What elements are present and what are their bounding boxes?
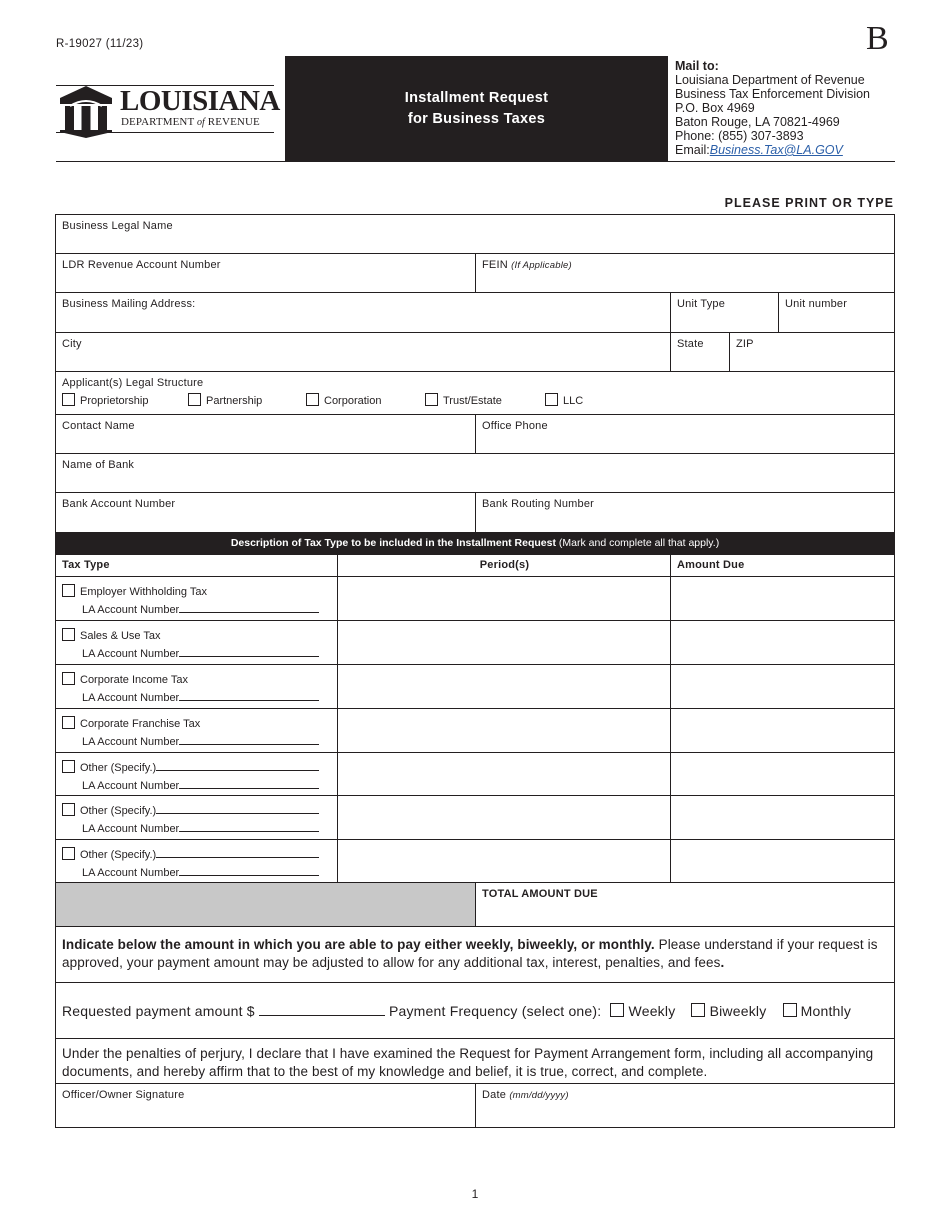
amount-due-cell[interactable] [670, 796, 895, 839]
tax-section-heading: Description of Tax Type to be included in the Installment Request (Mark and complete all that apply.) [56, 533, 894, 555]
row-city [56, 333, 894, 372]
periods-cell[interactable] [337, 709, 671, 752]
checkbox[interactable] [425, 393, 438, 406]
option-llc[interactable]: LLC [545, 393, 583, 407]
email-link[interactable]: Business.Tax@LA.GOV [709, 143, 843, 157]
periods-cell[interactable] [337, 796, 671, 839]
form-number: R-19027 (11/23) [56, 38, 144, 50]
form-header [56, 56, 895, 162]
checkbox[interactable] [62, 393, 75, 406]
bank-name-field[interactable]: Name of Bank [62, 459, 135, 471]
unit-number-field[interactable]: Unit number [778, 293, 895, 332]
installment-form [55, 214, 895, 1128]
checkbox[interactable] [610, 1003, 624, 1017]
print-notice: PLEASE PRINT OR TYPE [724, 196, 894, 210]
signature-field[interactable]: Officer/Owner Signature [62, 1089, 185, 1101]
mailing-address-field[interactable]: Business Mailing Address: [62, 298, 196, 310]
checkbox[interactable] [62, 760, 75, 773]
tax-row: Other (Specify.) LA Account Number [56, 796, 894, 840]
row-contact [56, 415, 894, 454]
tax-row: Corporate Franchise Tax LA Account Number [56, 709, 894, 753]
specify-line[interactable] [156, 847, 319, 858]
unit-type-field[interactable]: Unit Type [670, 293, 778, 332]
account-line[interactable] [179, 821, 319, 832]
checkbox[interactable] [545, 393, 558, 406]
pelican-seal-icon [56, 78, 116, 138]
periods-cell[interactable] [337, 621, 671, 664]
checkbox[interactable] [62, 628, 75, 641]
fein-field[interactable]: FEIN (If Applicable) [475, 254, 895, 292]
shaded-cell [56, 883, 476, 926]
date-field[interactable]: Date (mm/dd/yyyy) [475, 1084, 895, 1127]
tax-row: Other (Specify.) LA Account Number [56, 753, 894, 796]
legal-name-field[interactable]: Business Legal Name [62, 220, 173, 232]
tax-row: Corporate Income Tax LA Account Number [56, 665, 894, 709]
routing-number-field[interactable]: Bank Routing Number [475, 493, 895, 532]
account-line[interactable] [179, 646, 319, 657]
checkbox[interactable] [306, 393, 319, 406]
account-number-field[interactable]: LDR Revenue Account Number [62, 259, 221, 271]
logo-wordmark: LOUISIANA [120, 85, 280, 117]
option-weekly[interactable]: Weekly [610, 1003, 675, 1019]
option-trust-estate[interactable]: Trust/Estate [425, 393, 502, 407]
periods-cell[interactable] [337, 753, 671, 795]
form-title [285, 56, 668, 162]
row-signature [56, 1084, 894, 1128]
specify-line[interactable] [156, 760, 319, 771]
row-legal-structure [56, 372, 894, 415]
option-corporation[interactable]: Corporation [306, 393, 381, 407]
title-line-2: for Business Taxes [407, 111, 546, 127]
option-proprietorship[interactable]: Proprietorship [62, 393, 148, 407]
payment-notice: Indicate below the amount in which you are able to pay either weekly, biweekly, or monthly. Please understand if your request is approved, your payment amount may be adjusted to allow for any additional tax, interest, penalties, and fees. [56, 927, 894, 983]
checkbox[interactable] [691, 1003, 705, 1017]
checkbox[interactable] [783, 1003, 797, 1017]
office-phone-field[interactable]: Office Phone [475, 415, 895, 453]
row-account [56, 254, 894, 293]
page-number: 1 [471, 1187, 479, 1201]
total-amount-field[interactable]: TOTAL AMOUNT DUE [475, 883, 895, 926]
account-line[interactable] [179, 865, 319, 876]
row-legal-name [56, 215, 894, 254]
account-line[interactable] [179, 690, 319, 701]
bank-account-field[interactable]: Bank Account Number [62, 498, 176, 510]
payment-row: Requested payment amount $ Payment Frequency (select one): Weekly Biweekly Monthly [56, 983, 894, 1039]
state-field[interactable]: State [670, 333, 729, 371]
amount-due-cell[interactable] [670, 709, 895, 752]
amount-due-cell[interactable] [670, 577, 895, 620]
periods-cell[interactable] [337, 577, 671, 620]
row-bank-name [56, 454, 894, 493]
option-monthly[interactable]: Monthly [783, 1003, 852, 1019]
periods-cell[interactable] [337, 840, 671, 882]
tax-row: Employer Withholding Tax LA Account Number [56, 577, 894, 621]
checkbox[interactable] [62, 716, 75, 729]
mailing-info: Mail to: Louisiana Department of Revenue Business Tax Enforcement Division P.O. Box 4969 Baton Rouge, LA 70821-4969 Phone: (855) 307-3893 Email:Business.Tax@LA.GOV [675, 59, 870, 157]
amount-due-cell[interactable] [670, 665, 895, 708]
specify-line[interactable] [156, 803, 319, 814]
row-address [56, 293, 894, 333]
zip-field[interactable]: ZIP [729, 333, 895, 371]
amount-due-cell[interactable] [670, 753, 895, 795]
logo-subtitle: DEPARTMENT of REVENUE [121, 116, 260, 128]
checkbox[interactable] [188, 393, 201, 406]
account-line[interactable] [179, 734, 319, 745]
tax-row: Other (Specify.) LA Account Number [56, 840, 894, 883]
declaration: Under the penalties of perjury, I declare that I have examined the Request for Payment Arrangement form, including all accompanying documents, and hereby affirm that to the best of my knowledge and belief, it is true, correct, and complete. [56, 1039, 894, 1084]
checkbox[interactable] [62, 847, 75, 860]
amount-due-cell[interactable] [670, 840, 895, 882]
tax-table-header: Tax Type Period(s) Amount Due [56, 555, 894, 577]
checkbox[interactable] [62, 584, 75, 597]
ldr-logo [56, 56, 284, 162]
checkbox[interactable] [62, 672, 75, 685]
title-line-1: Installment Request [404, 90, 549, 106]
account-line[interactable] [179, 778, 319, 789]
tax-row: Sales & Use Tax LA Account Number [56, 621, 894, 665]
row-bank-account [56, 493, 894, 533]
account-line[interactable] [179, 602, 319, 613]
contact-name-field[interactable]: Contact Name [62, 420, 135, 432]
periods-cell[interactable] [337, 665, 671, 708]
corner-letter: B [866, 20, 889, 57]
amount-due-cell[interactable] [670, 621, 895, 664]
option-biweekly[interactable]: Biweekly [691, 1003, 766, 1019]
legal-structure-label: Applicant(s) Legal Structure [62, 377, 204, 389]
total-row [56, 883, 894, 927]
checkbox[interactable] [62, 803, 75, 816]
city-field[interactable]: City [62, 338, 82, 350]
payment-amount-line[interactable] [259, 1003, 385, 1016]
option-partnership[interactable]: Partnership [188, 393, 262, 407]
